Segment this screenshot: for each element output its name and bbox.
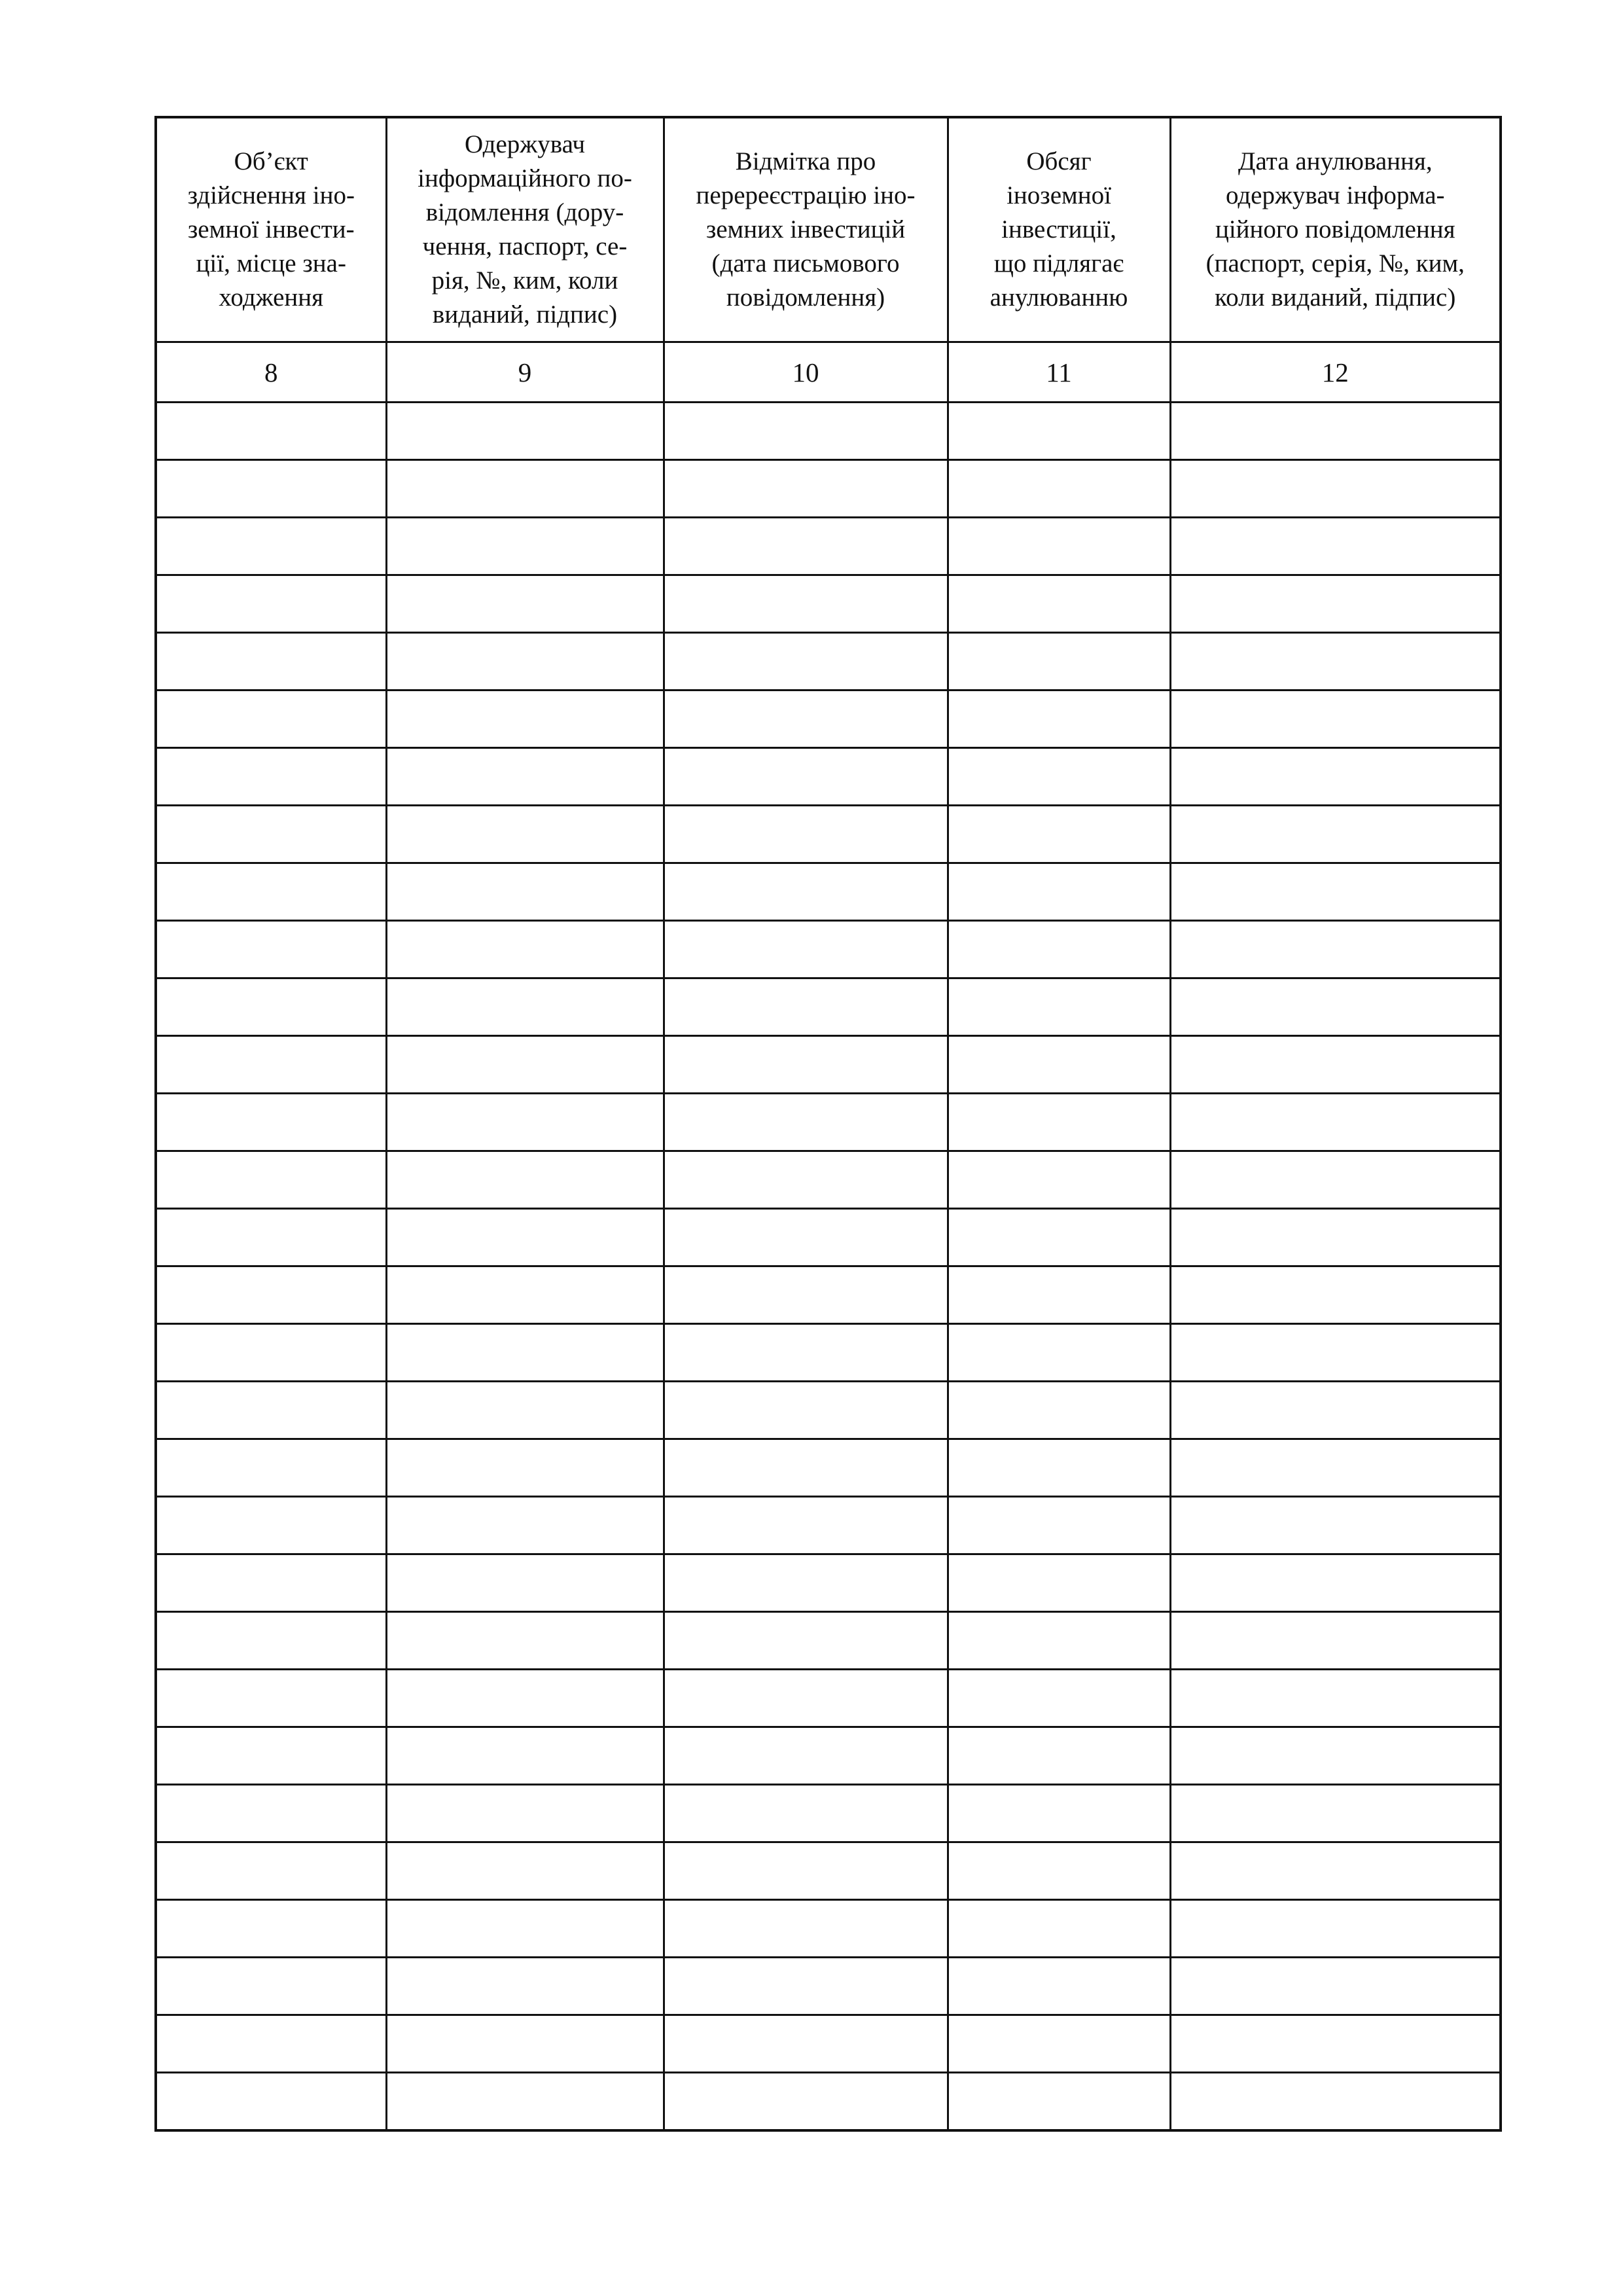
table-row <box>156 1785 1501 1842</box>
table-cell <box>386 1439 664 1497</box>
table-cell <box>948 575 1170 633</box>
table-cell <box>948 978 1170 1036</box>
table-cell <box>664 518 948 575</box>
table-cell <box>1170 1554 1501 1612</box>
table-cell <box>948 1382 1170 1439</box>
table-cell <box>156 1842 386 1900</box>
table-row <box>156 2073 1501 2131</box>
table-cell <box>1170 633 1501 691</box>
table-cell <box>1170 2015 1501 2073</box>
table-cell <box>156 1209 386 1266</box>
table-cell <box>1170 575 1501 633</box>
table-row <box>156 518 1501 575</box>
table-row <box>156 403 1501 460</box>
table-cell <box>1170 460 1501 518</box>
table-cell <box>664 1842 948 1900</box>
table-cell <box>386 806 664 863</box>
table-cell <box>664 691 948 748</box>
table-row <box>156 1958 1501 2015</box>
table-cell <box>156 863 386 921</box>
table-cell <box>156 575 386 633</box>
table-cell <box>386 921 664 978</box>
header-investment-object <box>156 117 386 342</box>
table-cell <box>156 1497 386 1554</box>
table-row <box>156 1439 1501 1497</box>
column-number: 8 <box>156 342 386 403</box>
table-cell <box>664 1958 948 2015</box>
table-row <box>156 1094 1501 1151</box>
table-row <box>156 1382 1501 1439</box>
header-reregistration-mark <box>664 117 948 342</box>
table-cell <box>386 1727 664 1785</box>
header-notice-recipient <box>386 117 664 342</box>
table-cell <box>948 2073 1170 2131</box>
table-cell <box>948 1094 1170 1151</box>
table-cell <box>664 1151 948 1209</box>
table-cell <box>386 1094 664 1151</box>
header-reregistration-mark-text: Відмітка про перереєстрацію іно- земних інвестицій (дата письмового повідомлення) <box>696 147 916 312</box>
table-cell <box>386 1324 664 1382</box>
header-notice-recipient-text: Одержувач інформаційного по- відомлення (дору- чення, паспорт, се- рія, №, ким, коли виданий, підпис) <box>418 130 632 329</box>
table-cell <box>948 921 1170 978</box>
table-cell <box>664 1324 948 1382</box>
table-cell <box>1170 1324 1501 1382</box>
table-cell <box>664 1209 948 1266</box>
table-row <box>156 978 1501 1036</box>
table-row <box>156 806 1501 863</box>
table-row <box>156 1266 1501 1324</box>
table-cell <box>664 1727 948 1785</box>
table-cell <box>664 403 948 460</box>
investment-register-table <box>154 116 1502 2132</box>
table-cell <box>386 863 664 921</box>
table-cell <box>1170 1209 1501 1266</box>
table-row <box>156 691 1501 748</box>
table-cell <box>948 2015 1170 2073</box>
table-cell <box>664 1554 948 1612</box>
table-cell <box>1170 1842 1501 1900</box>
table-cell <box>664 1094 948 1151</box>
column-number: 12 <box>1170 342 1501 403</box>
table-cell <box>664 1497 948 1554</box>
table-cell <box>386 1497 664 1554</box>
table-row <box>156 2015 1501 2073</box>
table-cell <box>156 1151 386 1209</box>
table-cell <box>1170 863 1501 921</box>
table-row <box>156 1612 1501 1670</box>
table-cell <box>948 518 1170 575</box>
table-cell <box>156 1612 386 1670</box>
table-cell <box>664 1382 948 1439</box>
table-cell <box>948 1324 1170 1382</box>
table-cell <box>156 633 386 691</box>
table-cell <box>1170 1439 1501 1497</box>
table-cell <box>156 1554 386 1612</box>
table-cell <box>1170 748 1501 806</box>
table-row <box>156 921 1501 978</box>
table-cell <box>386 460 664 518</box>
table-cell <box>156 1094 386 1151</box>
table-cell <box>948 1727 1170 1785</box>
table-cell <box>948 1439 1170 1497</box>
table-cell <box>664 1670 948 1727</box>
table-cell <box>1170 1151 1501 1209</box>
table-cell <box>156 1266 386 1324</box>
table-cell <box>664 921 948 978</box>
table-cell <box>948 1151 1170 1209</box>
table-row <box>156 863 1501 921</box>
table-cell <box>386 1151 664 1209</box>
table-cell <box>386 1958 664 2015</box>
table-cell <box>948 1958 1170 2015</box>
table-header-row <box>156 117 1501 342</box>
table-cell <box>1170 1727 1501 1785</box>
table-cell <box>156 1958 386 2015</box>
table-cell <box>948 1036 1170 1094</box>
header-cancellation-date <box>1170 117 1501 342</box>
table-cell <box>386 518 664 575</box>
table-cell <box>1170 1958 1501 2015</box>
table-cell <box>948 691 1170 748</box>
table-cell <box>156 921 386 978</box>
column-number: 10 <box>664 342 948 403</box>
table-cell <box>948 1785 1170 1842</box>
table-cell <box>386 1554 664 1612</box>
table-cell <box>386 1266 664 1324</box>
table-row <box>156 575 1501 633</box>
column-number-row <box>156 342 1501 403</box>
table-cell <box>156 1439 386 1497</box>
table-cell <box>156 978 386 1036</box>
table-cell <box>386 633 664 691</box>
table-cell <box>156 1900 386 1958</box>
header-investment-volume <box>948 117 1170 342</box>
header-cancellation-date-text: Дата анулювання, одержувач інформа- ційного повідомлення (паспорт, серія, №, ким, коли виданий, підпис) <box>1205 147 1465 312</box>
table-row <box>156 1900 1501 1958</box>
table-cell <box>664 575 948 633</box>
table-cell <box>1170 403 1501 460</box>
table-row <box>156 1842 1501 1900</box>
table-cell <box>156 460 386 518</box>
table-body <box>156 342 1501 2131</box>
table-cell <box>156 1670 386 1727</box>
table-cell <box>386 1036 664 1094</box>
table-cell <box>1170 518 1501 575</box>
table-cell <box>386 1785 664 1842</box>
table-cell <box>156 1727 386 1785</box>
table-cell <box>664 1439 948 1497</box>
table-cell <box>386 748 664 806</box>
table-cell <box>156 691 386 748</box>
table-row <box>156 1324 1501 1382</box>
table-cell <box>156 1324 386 1382</box>
table-cell <box>664 748 948 806</box>
table-row <box>156 1497 1501 1554</box>
table-row <box>156 1670 1501 1727</box>
table-cell <box>156 748 386 806</box>
table-cell <box>948 633 1170 691</box>
table-cell <box>1170 1266 1501 1324</box>
table-cell <box>156 403 386 460</box>
table-cell <box>1170 1670 1501 1727</box>
table-cell <box>948 1209 1170 1266</box>
table-row <box>156 1554 1501 1612</box>
table-cell <box>386 2073 664 2131</box>
table-cell <box>156 806 386 863</box>
table-cell <box>386 691 664 748</box>
table-cell <box>156 2073 386 2131</box>
table-cell <box>664 806 948 863</box>
table-row <box>156 748 1501 806</box>
table-cell <box>386 1900 664 1958</box>
table-row <box>156 1151 1501 1209</box>
table-cell <box>664 2073 948 2131</box>
table-row <box>156 633 1501 691</box>
table-cell <box>386 1209 664 1266</box>
table-cell <box>386 403 664 460</box>
table-cell <box>156 1382 386 1439</box>
table-cell <box>948 1497 1170 1554</box>
table-cell <box>156 1785 386 1842</box>
table-cell <box>1170 1036 1501 1094</box>
table-row <box>156 460 1501 518</box>
header-investment-object-text: Об’єкт здійснення іно- земної інвести- ції, місце зна- ходження <box>187 147 355 312</box>
table-cell <box>156 2015 386 2073</box>
table-cell <box>386 1670 664 1727</box>
table-cell <box>664 460 948 518</box>
table-cell <box>386 978 664 1036</box>
table-cell <box>664 1785 948 1842</box>
table-cell <box>156 518 386 575</box>
column-number: 9 <box>386 342 664 403</box>
table-cell <box>386 1842 664 1900</box>
table-cell <box>664 1900 948 1958</box>
table-cell <box>1170 691 1501 748</box>
table-cell <box>664 863 948 921</box>
table-cell <box>948 863 1170 921</box>
table-cell <box>948 1900 1170 1958</box>
table-cell <box>664 1266 948 1324</box>
table-cell <box>948 1554 1170 1612</box>
table-cell <box>664 978 948 1036</box>
table-cell <box>386 2015 664 2073</box>
table-row <box>156 1209 1501 1266</box>
table-cell <box>1170 1382 1501 1439</box>
table-cell <box>948 748 1170 806</box>
table-cell <box>1170 921 1501 978</box>
table-cell <box>386 575 664 633</box>
table-row <box>156 1036 1501 1094</box>
table-row <box>156 1727 1501 1785</box>
table-cell <box>664 1036 948 1094</box>
table-cell <box>1170 1094 1501 1151</box>
table-cell <box>1170 1785 1501 1842</box>
table-cell <box>948 1612 1170 1670</box>
table-cell <box>948 403 1170 460</box>
table-cell <box>664 1612 948 1670</box>
table-cell <box>1170 806 1501 863</box>
table-cell <box>664 2015 948 2073</box>
column-number: 11 <box>948 342 1170 403</box>
table-cell <box>948 1266 1170 1324</box>
table-cell <box>1170 1497 1501 1554</box>
table-cell <box>156 1036 386 1094</box>
table-cell <box>948 806 1170 863</box>
table-cell <box>1170 2073 1501 2131</box>
table-cell <box>948 1670 1170 1727</box>
table-cell <box>386 1382 664 1439</box>
table-cell <box>1170 1612 1501 1670</box>
table-cell <box>664 633 948 691</box>
table-cell <box>948 1842 1170 1900</box>
table-cell <box>948 460 1170 518</box>
header-investment-volume-text: Обсяг іноземної інвестиції, що підлягає анулюванню <box>990 147 1128 312</box>
table-cell <box>386 1612 664 1670</box>
table-cell <box>1170 978 1501 1036</box>
table-cell <box>1170 1900 1501 1958</box>
